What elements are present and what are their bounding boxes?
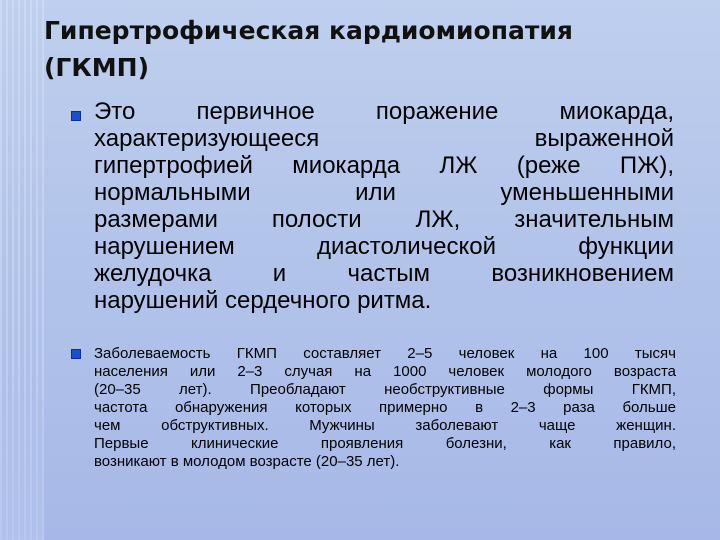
title-line: Гипертрофическая кардиомиопатия: [44, 16, 573, 45]
paragraph-line: (20–35 лет). Преобладают необструктивные формы ГКМП,: [94, 381, 676, 398]
paragraph-line: размерами полости ЛЖ, значительным: [94, 206, 674, 233]
decorative-stripes: [0, 0, 44, 540]
paragraph-line: Первые клинические проявления болезни, как правило,: [94, 435, 676, 452]
title-line: (ГКМП): [44, 53, 150, 82]
bullet-paragraph-definition: [94, 98, 674, 314]
paragraph-line: нарушений сердечного ритма.: [94, 287, 432, 314]
paragraph-line: Заболеваемость ГКМП составляет 2–5 человек на 100 тысяч: [94, 345, 676, 362]
paragraph-line: возникают в молодом возрасте (20–35 лет).: [94, 453, 400, 470]
paragraph-line: нормальными или уменьшенными: [94, 179, 674, 206]
paragraph-line: нарушением диастолической функции: [94, 233, 674, 260]
paragraph-line: частота обнаружения которых примерно в 2–3 раза больше: [94, 399, 676, 416]
bullet-paragraph-epidemiology: [94, 345, 676, 471]
square-bullet-icon: [71, 349, 81, 359]
paragraph-line: Это первичное поражение миокарда,: [94, 98, 674, 125]
paragraph-line: населения или 2–3 случая на 1000 человек молодого возраста: [94, 363, 676, 380]
paragraph-line: чем обструктивных. Мужчины заболевают чаще женщин.: [94, 417, 676, 434]
paragraph-line: гипертрофией миокарда ЛЖ (реже ПЖ),: [94, 152, 674, 179]
square-bullet-icon: [71, 111, 81, 121]
paragraph-line: желудочка и частым возникновением: [94, 260, 674, 287]
slide-title: [44, 12, 694, 86]
paragraph-line: характеризующееся выраженной: [94, 125, 674, 152]
